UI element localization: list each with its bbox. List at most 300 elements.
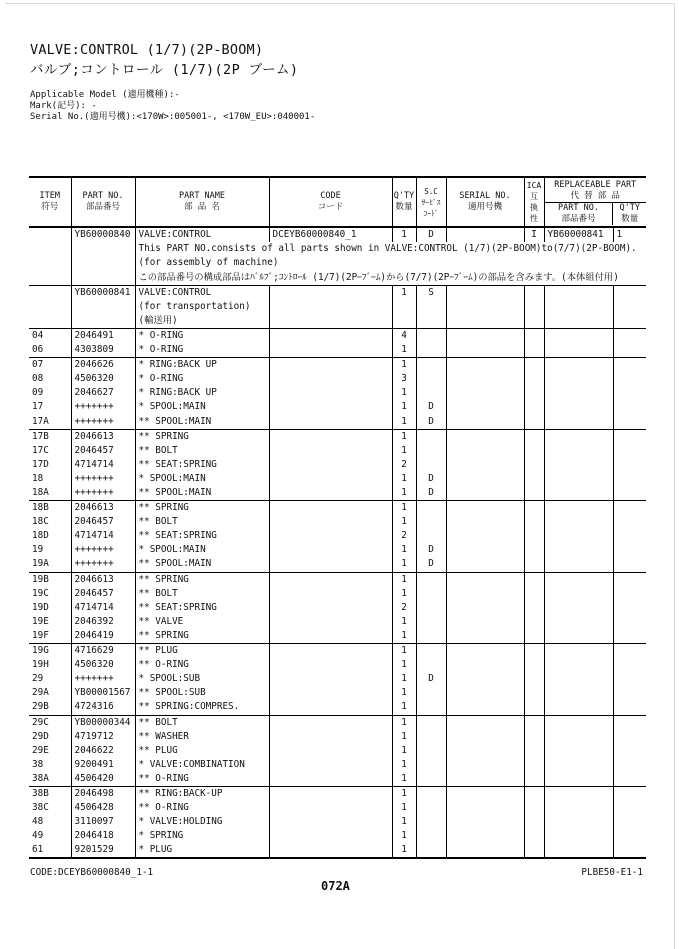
serial-cell [446,501,524,516]
rep-qty-cell [613,744,646,758]
rep-qty-cell [613,843,646,858]
part-name-cell: * SPOOL:MAIN [135,472,269,486]
qty-cell: 1 [392,557,416,572]
code-cell [269,529,392,543]
rep-part-cell [544,587,613,601]
code-cell [269,843,392,858]
table-row [29,686,646,700]
part-name-cell: ** BOLT [135,715,269,730]
rep-qty-cell [613,700,646,715]
service-code-cell [416,572,446,587]
rep-qty-cell [613,815,646,829]
qty-cell: 1 [392,715,416,730]
table-row [29,715,646,730]
ica-cell [524,429,544,444]
transport-note-en: (for transportation) [135,300,269,314]
item-cell: 38 [32,758,44,770]
service-code-cell [416,730,446,744]
table-row [29,744,646,758]
rep-part-cell [544,444,613,458]
part-no-cell: 2046419 [71,629,135,644]
item-cell: 18B [29,501,71,516]
part-no-cell: 2046613 [71,501,135,516]
table-row [29,658,646,672]
part-no-cell: 2046418 [71,829,135,843]
service-code-cell: D [416,400,446,414]
service-code-cell [416,644,446,659]
page-border-top [5,3,674,4]
rep-part-cell [544,829,613,843]
table-header [29,177,646,227]
assembly-note-row [29,242,646,285]
rep-qty-cell [613,458,646,472]
service-code-cell: D [416,486,446,501]
part-name-cell: ** SPOOL:MAIN [135,415,269,430]
qty-cell: 1 [392,343,416,358]
qty-cell: 1 [392,400,416,414]
part-no-cell: 9200491 [71,758,135,772]
ica-cell [524,472,544,486]
qty-cell: 1 [392,587,416,601]
part-name-cell: ** SPOOL:MAIN [135,557,269,572]
code-cell [269,372,392,386]
serial-cell [446,829,524,843]
part-name-cell: * RING:BACK UP [135,386,269,400]
applicable-model: Applicable Model (適用機種):- [30,90,180,100]
table-row [29,786,646,801]
item-cell: 09 [32,387,44,399]
part-no-cell: 2046457 [71,515,135,529]
table-row [29,328,646,343]
item-cell: 49 [32,830,44,842]
rep-qty-cell [613,587,646,601]
code-cell [269,700,392,715]
transport-note-row [29,300,646,314]
part-name-cell: ** SPRING [135,429,269,444]
item-cell: 38C [32,802,49,814]
qty-cell: 2 [392,458,416,472]
table-row [29,615,646,629]
rep-part-cell [544,758,613,772]
code-cell [269,601,392,615]
part-no-cell: YB00000344 [71,715,135,730]
rep-qty-cell [613,629,646,644]
ica-cell [524,700,544,715]
serial-cell [446,358,524,373]
qty-cell: 1 [392,815,416,829]
ica-cell [524,615,544,629]
part-name-cell: * VALVE:HOLDING [135,815,269,829]
qty-cell: 1 [392,501,416,516]
table-row [29,815,646,829]
ica-cell [524,529,544,543]
rep-qty-cell [613,644,646,659]
item-cell: 19B [29,572,71,587]
code-cell [269,358,392,373]
part-no-cell: +++++++ [71,472,135,486]
ica-cell [524,343,544,358]
rep-qty-cell [613,772,646,787]
rep-part-cell [544,615,613,629]
ica-cell [524,815,544,829]
rep-part-cell [544,801,613,815]
item-cell: 17A [32,415,49,427]
rep-qty-cell [613,601,646,615]
item-cell: 06 [32,344,44,356]
serial-cell [446,815,524,829]
rep-qty-cell [613,501,646,516]
part-no-cell: 2046613 [71,572,135,587]
rep-part-cell [544,572,613,587]
table-row [29,758,646,772]
qty-cell: 1 [392,786,416,801]
item-cell: 17D [32,458,49,470]
header-part-no: PART NO. 部品番号 [71,177,135,227]
part-no-cell: 2046457 [71,587,135,601]
part-no-cell: +++++++ [71,543,135,557]
service-code-cell [416,386,446,400]
qty-cell: 1 [392,744,416,758]
serial-cell [446,343,524,358]
serial-cell [446,686,524,700]
part-no-cell: 4714714 [71,601,135,615]
part-name-cell: ** SEAT:SPRING [135,529,269,543]
rep-qty-cell [613,672,646,686]
table-row [29,400,646,414]
item-cell: 19G [29,644,71,659]
ica-cell [524,572,544,587]
code-cell [269,572,392,587]
part-name-cell: ** WASHER [135,730,269,744]
table-row [29,444,646,458]
rep-part-cell [544,529,613,543]
code-cell [269,629,392,644]
code-cell [269,328,392,343]
rep-qty-cell [613,615,646,629]
header-service-code: S.C ｻｰﾋﾞｽ ｺｰﾄﾞ [416,177,446,227]
qty-cell: 1 [392,444,416,458]
serial-cell [446,458,524,472]
serial-cell [446,601,524,615]
serial-cell [446,444,524,458]
item-cell: 19C [32,587,49,599]
code-cell [269,501,392,516]
service-code-cell [416,843,446,858]
qty-cell: 2 [392,529,416,543]
part-name-cell: ** SPOOL:SUB [135,686,269,700]
rep-part-cell [544,557,613,572]
qty-cell: 1 [392,658,416,672]
page-number: 072A [321,879,350,893]
part-name-cell: * O-RING [135,343,269,358]
part-no-cell: 2046622 [71,744,135,758]
code-cell [269,472,392,486]
service-code-cell [416,715,446,730]
service-code-cell [416,515,446,529]
code-cell [269,415,392,430]
part-no-cell: +++++++ [71,486,135,501]
item-cell: 19H [32,659,49,671]
assembly-note-jp: この部品番号の構成部品はﾊﾞﾙﾌﾞ;ｺﾝﾄﾛｰﾙ (1/7)(2Pｰﾌﾞｰﾑ)から(7/7)(2Pｰﾌﾞｰﾑ)の部品を含みます。(本体組付用) [138,271,619,283]
item-cell: 18 [32,472,44,484]
item-cell: 38B [29,786,71,801]
table-row [29,629,646,644]
item-cell: 29D [32,730,49,742]
part-no-cell: 2046491 [71,328,135,343]
serial-cell [446,801,524,815]
part-name-cell: ** SPRING:COMPRES. [135,700,269,715]
assembly-row [29,227,646,242]
qty-cell: 1 [392,700,416,715]
part-no-cell: 4506320 [71,658,135,672]
header-serial-no: SERIAL NO. 適用号機 [446,177,524,227]
assembly-rep-part: YB60000841 [544,227,613,242]
serial-cell [446,543,524,557]
table-row [29,829,646,843]
ica-cell [524,686,544,700]
ica-cell [524,458,544,472]
parts-table [29,176,646,859]
serial-cell [446,629,524,644]
table-row [29,730,646,744]
assembly-name: VALVE:CONTROL [135,227,269,242]
table-row [29,458,646,472]
item-cell: 04 [29,328,71,343]
table-row [29,529,646,543]
qty-cell: 1 [392,730,416,744]
item-cell: 29C [29,715,71,730]
serial-cell [446,843,524,858]
part-name-cell: ** SPRING [135,629,269,644]
item-cell: 19D [32,601,49,613]
qty-cell: 1 [392,515,416,529]
table-row [29,843,646,858]
part-name-cell: ** RING:BACK-UP [135,786,269,801]
table-row [29,557,646,572]
rep-qty-cell [613,343,646,358]
item-cell: 29E [32,744,49,756]
code-cell [269,658,392,672]
serial-cell [446,415,524,430]
ica-cell [524,415,544,430]
qty-cell: 3 [392,372,416,386]
page-border-right [674,3,675,949]
part-no-cell: 4506428 [71,801,135,815]
serial-cell [446,372,524,386]
rep-part-cell [544,786,613,801]
item-cell: 17 [32,401,44,413]
ica-cell [524,829,544,843]
part-no-cell: 9201529 [71,843,135,858]
ica-cell [524,587,544,601]
qty-cell: 1 [392,801,416,815]
part-no-cell: 4716629 [71,644,135,659]
qty-cell: 4 [392,328,416,343]
table-row [29,543,646,557]
rep-qty-cell [613,444,646,458]
item-cell: 38A [32,772,49,784]
serial-cell [446,429,524,444]
rep-qty-cell [613,557,646,572]
service-code-cell: D [416,415,446,430]
rep-part-cell [544,715,613,730]
code-cell [269,786,392,801]
rep-qty-cell [613,715,646,730]
part-no-cell: 2046457 [71,444,135,458]
ica-cell [524,672,544,686]
serial-cell [446,400,524,414]
rep-part-cell [544,629,613,644]
item-cell: 19 [32,544,44,556]
item-cell: 18D [32,530,49,542]
qty-cell: 1 [392,543,416,557]
code-cell [269,486,392,501]
item-cell: 29A [32,687,49,699]
service-code-cell [416,458,446,472]
ica-cell [524,444,544,458]
serial-cell [446,786,524,801]
code-cell [269,730,392,744]
serial-cell [446,744,524,758]
rep-part-cell [544,700,613,715]
header-part-name: PART NAME 部 品 名 [135,177,269,227]
code-cell [269,829,392,843]
rep-part-cell [544,486,613,501]
rep-part-cell [544,472,613,486]
service-code-cell: D [416,472,446,486]
service-code-cell [416,601,446,615]
serial-cell [446,386,524,400]
assembly-rep-qty: 1 [613,227,646,242]
service-code-cell [416,801,446,815]
rep-part-cell [544,658,613,672]
rep-part-cell [544,515,613,529]
footer-code: CODE:DCEYB60000840_1-1 [30,867,154,878]
rep-part-cell [544,744,613,758]
rep-qty-cell [613,686,646,700]
qty-cell: 1 [392,843,416,858]
qty-cell: 1 [392,772,416,787]
assembly-sc: D [416,227,446,242]
rep-qty-cell [613,358,646,373]
table-row [29,486,646,501]
rep-qty-cell [613,515,646,529]
qty-cell: 1 [392,672,416,686]
ica-cell [524,601,544,615]
rep-part-cell [544,400,613,414]
assembly-note [135,242,646,285]
part-no-cell: 4714714 [71,458,135,472]
part-name-cell: ** O-RING [135,801,269,815]
item-cell: 48 [32,816,44,828]
transport-row [29,285,646,300]
code-cell [269,686,392,700]
service-code-cell [416,772,446,787]
part-name-cell: * PLUG [135,843,269,858]
mark: Mark(記号): - [30,101,97,111]
part-no-cell: 2046392 [71,615,135,629]
table-row [29,501,646,516]
rep-part-cell [544,644,613,659]
rep-part-cell [544,343,613,358]
ica-cell [524,644,544,659]
rep-qty-cell [613,829,646,843]
code-cell [269,543,392,557]
serial-cell [446,557,524,572]
service-code-cell [416,429,446,444]
service-code-cell: D [416,672,446,686]
qty-cell: 1 [392,572,416,587]
code-cell [269,444,392,458]
rep-part-cell [544,372,613,386]
ica-cell [524,543,544,557]
code-cell [269,715,392,730]
part-no-cell: 4506420 [71,772,135,787]
rep-part-cell [544,672,613,686]
table-row [29,587,646,601]
part-no-cell: 4724316 [71,700,135,715]
serial-cell [446,715,524,730]
rep-qty-cell [613,472,646,486]
service-code-cell: D [416,557,446,572]
serial-cell [446,486,524,501]
part-no-cell: 4719712 [71,730,135,744]
part-no-cell: 2046613 [71,429,135,444]
qty-cell: 1 [392,629,416,644]
service-code-cell [416,686,446,700]
table-row [29,801,646,815]
service-code-cell [416,658,446,672]
ica-cell [524,515,544,529]
serial-cell [446,672,524,686]
part-no-cell: +++++++ [71,672,135,686]
service-code-cell [416,501,446,516]
assembly-code: DCEYB60000840_1 [269,227,392,242]
header-replaceable-part: REPLACEABLE PART 代 替 部 品 PART NO. 部品番号 Q'TY 数量 [544,177,646,227]
part-no-cell: YB00001567 [71,686,135,700]
part-name-cell: * RING:BACK UP [135,358,269,373]
part-no-cell: +++++++ [71,557,135,572]
code-cell [269,515,392,529]
service-code-cell [416,444,446,458]
table-row [29,358,646,373]
part-name-cell: ** SPRING [135,572,269,587]
code-cell [269,672,392,686]
transport-note-jp-row [29,314,646,329]
transport-name: VALVE:CONTROL [135,285,269,300]
service-code-cell [416,700,446,715]
table-row [29,644,646,659]
part-name-cell: * SPOOL:MAIN [135,400,269,414]
service-code-cell [416,587,446,601]
ica-cell [524,843,544,858]
transport-qty: 1 [392,285,416,300]
part-name-cell: ** SEAT:SPRING [135,601,269,615]
rep-part-cell [544,843,613,858]
qty-cell: 1 [392,758,416,772]
part-no-cell: 2046627 [71,386,135,400]
rep-part-cell [544,601,613,615]
item-cell: 29 [32,673,44,685]
rep-qty-cell [613,372,646,386]
rep-qty-cell [613,529,646,543]
serial-number: Serial No.(適用号機):<170W>:005001-, <170W_EU>:040001- [30,112,316,122]
service-code-cell [416,786,446,801]
serial-cell [446,644,524,659]
item-cell: 18A [32,487,49,499]
part-name-cell: ** SPRING [135,501,269,516]
rep-qty-cell [613,572,646,587]
